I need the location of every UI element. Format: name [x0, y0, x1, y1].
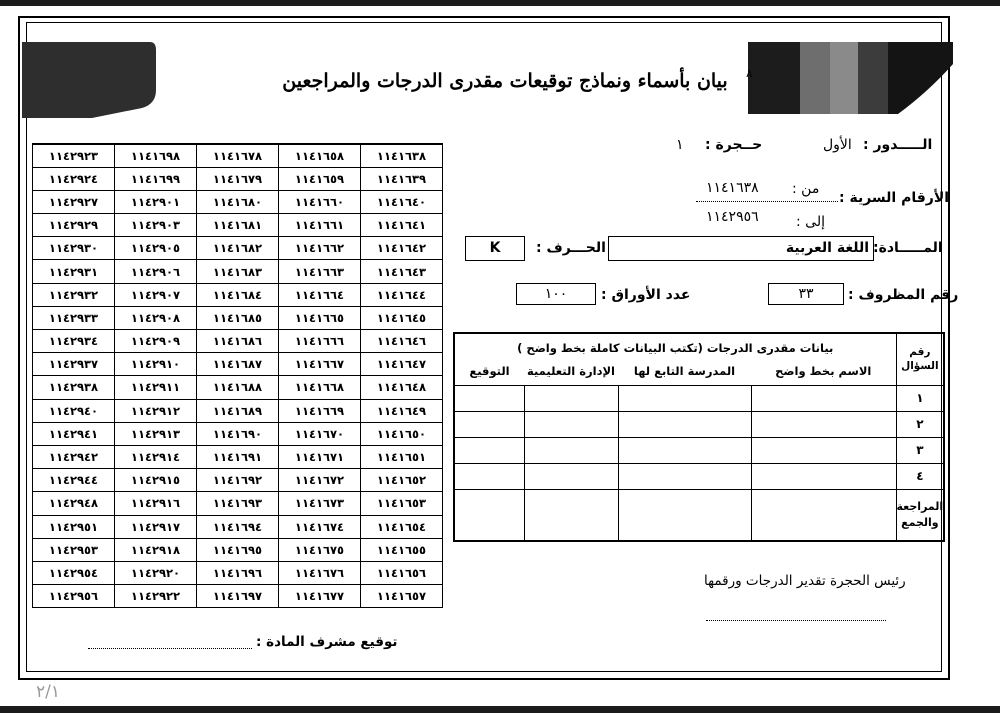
grader-row: [454, 385, 944, 411]
secret-number-cell: ١١٤١٦٦٣: [279, 260, 361, 283]
secret-number-cell: ١١٤٢٩٥٦: [33, 585, 115, 608]
secret-number-cell: ١١٤١٦٦٠: [279, 190, 361, 213]
question-number: ١: [896, 385, 944, 411]
secret-number-cell: ١١٤٢٩٠٦: [115, 260, 197, 283]
room-head-label: رئيس الحجرة تقدير الدرجات ورقمها: [704, 573, 906, 589]
letter-label: الحـــرف :: [536, 240, 606, 256]
secret-number-cell: ١١٤١٦٨٩: [197, 399, 279, 422]
secret-number-cell: ١١٤١٦٤٠: [361, 190, 443, 213]
review-school-cell[interactable]: [618, 489, 751, 541]
col-school-header: المدرسة التابع لها: [618, 357, 751, 385]
supervisor-signature-label: توقيع مشرف المادة :: [256, 634, 398, 650]
secret-number-cell: ١١٤٢٩١١: [115, 376, 197, 399]
to-label: إلى :: [796, 214, 825, 230]
secret-number-cell: ١١٤١٦٤٧: [361, 353, 443, 376]
grader-row: [454, 463, 944, 489]
secret-number-cell: ١١٤١٦٧٤: [279, 515, 361, 538]
secret-number-cell: ١١٤٢٩٠٩: [115, 330, 197, 353]
grader-sign-cell[interactable]: [454, 411, 524, 437]
secret-number-cell: ١١٤١٦٦٩: [279, 399, 361, 422]
grader-name-cell[interactable]: [751, 411, 896, 437]
secret-number-cell: ١١٤١٦٨٠: [197, 190, 279, 213]
question-number: ٣: [896, 437, 944, 463]
graders-table: [453, 332, 945, 542]
from-label: من :: [792, 181, 820, 197]
secret-number-cell: ١١٤١٦٤٤: [361, 283, 443, 306]
title-mark: ٨: [746, 66, 753, 80]
secret-number-cell: ١١٤٢٩٢٧: [33, 190, 115, 213]
secret-number-cell: ١١٤١٦٤٢: [361, 237, 443, 260]
room-head-dotted-line: [706, 620, 886, 621]
secret-number-cell: ١١٤٢٩٢٤: [33, 167, 115, 190]
secret-number-cell: ١١٤٢٩٣٧: [33, 353, 115, 376]
graders-caption: بيانات مقدرى الدرجات (تكتب البيانات كاملة بخط واضح ): [454, 333, 896, 357]
grader-school-cell[interactable]: [618, 411, 751, 437]
table-row: [33, 422, 443, 445]
secret-number-cell: ١١٤١٦٩٣: [197, 492, 279, 515]
bottom-border-strip: [0, 706, 1000, 713]
secret-number-cell: ١١٤١٦٤٣: [361, 260, 443, 283]
secret-number-cell: ١١٤٢٩٥٤: [33, 561, 115, 584]
secret-number-cell: ١١٤٢٩٠٥: [115, 237, 197, 260]
to-value: ١١٤٢٩٥٦: [706, 209, 759, 225]
table-row: [33, 376, 443, 399]
from-dotted-line: [696, 201, 838, 202]
table-row: [33, 190, 443, 213]
secret-number-cell: ١١٤١٦٧٢: [279, 469, 361, 492]
secret-number-cell: ١١٤١٦٥٠: [361, 422, 443, 445]
sheets-label: عدد الأوراق :: [601, 287, 691, 303]
secret-number-cell: ١١٤٢٩٤٠: [33, 399, 115, 422]
secret-number-cell: ١١٤١٦٤٨: [361, 376, 443, 399]
table-row: [33, 538, 443, 561]
sheets-value: ١٠٠: [544, 286, 568, 302]
table-row: [33, 469, 443, 492]
secret-number-cell: ١١٤٢٩٤٢: [33, 445, 115, 468]
secret-number-cell: ١١٤١٦٦٢: [279, 237, 361, 260]
round-label: الـــــدور :: [863, 137, 933, 153]
review-admin-cell[interactable]: [524, 489, 618, 541]
secret-number-cell: ١١٤٢٩٠٧: [115, 283, 197, 306]
secret-number-cell: ١١٤١٦٤٦: [361, 330, 443, 353]
secret-numbers-label: الأرقام السرية :: [839, 190, 950, 206]
secret-number-cell: ١١٤٢٩٣٣: [33, 306, 115, 329]
review-sign-cell[interactable]: [454, 489, 524, 541]
review-name-cell[interactable]: [751, 489, 896, 541]
secret-number-cell: ١١٤١٦٧٥: [279, 538, 361, 561]
table-row: [33, 492, 443, 515]
page-number: ٢/١: [36, 682, 60, 702]
secret-number-cell: ١١٤١٦٩٠: [197, 422, 279, 445]
secret-number-cell: ١١٤١٦٩٤: [197, 515, 279, 538]
grader-school-cell[interactable]: [618, 463, 751, 489]
room-label: حــجرة :: [705, 137, 763, 153]
top-border-strip: [0, 0, 1000, 6]
secret-number-cell: ١١٤٢٩٤٨: [33, 492, 115, 515]
question-number: ٤: [896, 463, 944, 489]
secret-number-cell: ١١٤١٦٩٦: [197, 561, 279, 584]
grader-row: [454, 411, 944, 437]
secret-number-cell: ١١٤٢٩٣١: [33, 260, 115, 283]
secret-number-cell: ١١٤١٦٥٧: [361, 585, 443, 608]
secret-number-cell: ١١٤١٦٥٥: [361, 538, 443, 561]
secret-number-cell: ١١٤١٦٧٠: [279, 422, 361, 445]
secret-numbers-table: [32, 143, 443, 608]
subject-box: [608, 236, 874, 261]
table-row: [33, 330, 443, 353]
grader-name-cell[interactable]: [751, 463, 896, 489]
secret-number-cell: ١١٤١٦٨٢: [197, 237, 279, 260]
secret-number-cell: ١١٤١٦٦١: [279, 214, 361, 237]
secret-number-cell: ١١٤١٦٩٢: [197, 469, 279, 492]
table-row: [33, 306, 443, 329]
secret-number-cell: ١١٤١٦٦٦: [279, 330, 361, 353]
grader-sign-cell[interactable]: [454, 463, 524, 489]
secret-number-cell: ١١٤٢٩٥٣: [33, 538, 115, 561]
subject-value: اللغة العربية: [785, 240, 869, 256]
grader-name-cell[interactable]: [751, 437, 896, 463]
table-row: [33, 561, 443, 584]
secret-number-cell: ١١٤١٦٥٨: [279, 144, 361, 167]
secret-number-cell: ١١٤١٦٥٢: [361, 469, 443, 492]
secret-number-cell: ١١٤٢٩١٦: [115, 492, 197, 515]
secret-number-cell: ١١٤١٦٣٨: [361, 144, 443, 167]
secret-number-cell: ١١٤٢٩١٢: [115, 399, 197, 422]
secret-number-cell: ١١٤٢٩٢٣: [33, 144, 115, 167]
secret-number-cell: ١١٤١٦٨١: [197, 214, 279, 237]
secret-number-cell: ١١٤١٦٩١: [197, 445, 279, 468]
redaction-blob-left: [22, 42, 156, 118]
secret-number-cell: ١١٤١٦٩٥: [197, 538, 279, 561]
col-name-header: الاسم بخط واضح: [751, 357, 896, 385]
secret-number-cell: ١١٤١٦٤٥: [361, 306, 443, 329]
grader-name-cell[interactable]: [751, 385, 896, 411]
envelope-value: ٣٣: [798, 286, 814, 302]
secret-number-cell: ١١٤١٦٥١: [361, 445, 443, 468]
secret-number-cell: ١١٤١٦٥٤: [361, 515, 443, 538]
table-row: [33, 399, 443, 422]
grader-sign-cell[interactable]: [454, 385, 524, 411]
table-row: [33, 144, 443, 167]
secret-number-cell: ١١٤٢٩٥١: [33, 515, 115, 538]
table-row: [33, 283, 443, 306]
secret-number-cell: ١١٤١٦٨٤: [197, 283, 279, 306]
secret-number-cell: ١١٤١٦٨٥: [197, 306, 279, 329]
from-value: ١١٤١٦٣٨: [706, 180, 759, 196]
secret-number-cell: ١١٤١٦٤١: [361, 214, 443, 237]
table-row: [33, 260, 443, 283]
secret-number-cell: ١١٤١٦٣٩: [361, 167, 443, 190]
envelope-box: [768, 283, 844, 305]
secret-number-cell: ١١٤١٦٩٩: [115, 167, 197, 190]
secret-number-cell: ١١٤٢٩١٧: [115, 515, 197, 538]
table-row: [33, 445, 443, 468]
grader-school-cell[interactable]: [618, 385, 751, 411]
grader-admin-cell[interactable]: [524, 463, 618, 489]
secret-number-cell: ١١٤١٦٤٩: [361, 399, 443, 422]
grader-school-cell[interactable]: [618, 437, 751, 463]
secret-number-cell: ١١٤١٦٥٩: [279, 167, 361, 190]
grader-sign-cell[interactable]: [454, 437, 524, 463]
secret-number-cell: ١١٤٢٩٠١: [115, 190, 197, 213]
secret-number-cell: ١١٤١٦٨٨: [197, 376, 279, 399]
secret-number-cell: ١١٤٢٩١٨: [115, 538, 197, 561]
sheets-box: [516, 283, 596, 305]
secret-number-cell: ١١٤١٦٦٥: [279, 306, 361, 329]
supervisor-dotted-line: [88, 648, 252, 649]
secret-number-cell: ١١٤١٦٧٦: [279, 561, 361, 584]
secret-number-cell: ١١٤٢٩٢٩: [33, 214, 115, 237]
secret-number-cell: ١١٤١٦٧٣: [279, 492, 361, 515]
secret-number-cell: ١١٤١٦٧٧: [279, 585, 361, 608]
table-row: [33, 167, 443, 190]
secret-number-cell: ١١٤١٦٩٧: [197, 585, 279, 608]
letter-value: K: [489, 240, 501, 256]
secret-number-cell: ١١٤٢٩١٤: [115, 445, 197, 468]
table-row: [33, 585, 443, 608]
grader-admin-cell[interactable]: [524, 411, 618, 437]
envelope-label: رقم المظروف :: [848, 287, 959, 303]
secret-number-cell: ١١٤٢٩١٠: [115, 353, 197, 376]
grader-admin-cell[interactable]: [524, 437, 618, 463]
secret-number-cell: ١١٤١٦٨٣: [197, 260, 279, 283]
secret-number-cell: ١١٤١٦٦٤: [279, 283, 361, 306]
secret-number-cell: ١١٤١٦٦٧: [279, 353, 361, 376]
secret-number-cell: ١١٤٢٩٢٠: [115, 561, 197, 584]
secret-number-cell: ١١٤١٦٥٣: [361, 492, 443, 515]
secret-number-cell: ١١٤٢٩٠٣: [115, 214, 197, 237]
secret-number-cell: ١١٤٢٩٠٨: [115, 306, 197, 329]
secret-number-cell: ١١٤٢٩٣٤: [33, 330, 115, 353]
col-admin-header: الإدارة التعليمية: [524, 357, 618, 385]
grader-row: [454, 437, 944, 463]
subject-label: المـــــادة:: [873, 240, 943, 256]
secret-number-cell: ١١٤١٦٨٧: [197, 353, 279, 376]
page-title: بيان بأسماء ونماذج توقيعات مقدرى الدرجات والمراجعين: [282, 70, 728, 92]
room-value: ١: [676, 137, 684, 153]
grader-admin-cell[interactable]: [524, 385, 618, 411]
table-row: [33, 237, 443, 260]
secret-number-cell: ١١٤٢٩١٥: [115, 469, 197, 492]
secret-number-cell: ١١٤٢٩٣٨: [33, 376, 115, 399]
secret-number-cell: ١١٤١٦٥٦: [361, 561, 443, 584]
letter-box: [465, 236, 525, 261]
review-label: المراجعة والجمع: [896, 489, 944, 541]
question-number-header: رقم السؤال: [896, 333, 944, 385]
redaction-blob-right: [748, 42, 953, 114]
secret-number-cell: ١١٤١٦٦٨: [279, 376, 361, 399]
table-row: [33, 515, 443, 538]
secret-number-cell: ١١٤٢٩٣٠: [33, 237, 115, 260]
table-row: [33, 214, 443, 237]
table-row: [33, 353, 443, 376]
col-sign-header: التوقيع: [454, 357, 524, 385]
secret-number-cell: ١١٤١٦٧٨: [197, 144, 279, 167]
secret-number-cell: ١١٤١٦٧١: [279, 445, 361, 468]
round-value: الأول: [823, 137, 852, 153]
question-number: ٢: [896, 411, 944, 437]
secret-number-cell: ١١٤٢٩٣٢: [33, 283, 115, 306]
secret-number-cell: ١١٤٢٩١٣: [115, 422, 197, 445]
secret-number-cell: ١١٤١٦٩٨: [115, 144, 197, 167]
secret-number-cell: ١١٤٢٩٤٤: [33, 469, 115, 492]
secret-number-cell: ١١٤١٦٧٩: [197, 167, 279, 190]
secret-number-cell: ١١٤٢٩٤١: [33, 422, 115, 445]
secret-number-cell: ١١٤١٦٨٦: [197, 330, 279, 353]
secret-number-cell: ١١٤٢٩٢٢: [115, 585, 197, 608]
